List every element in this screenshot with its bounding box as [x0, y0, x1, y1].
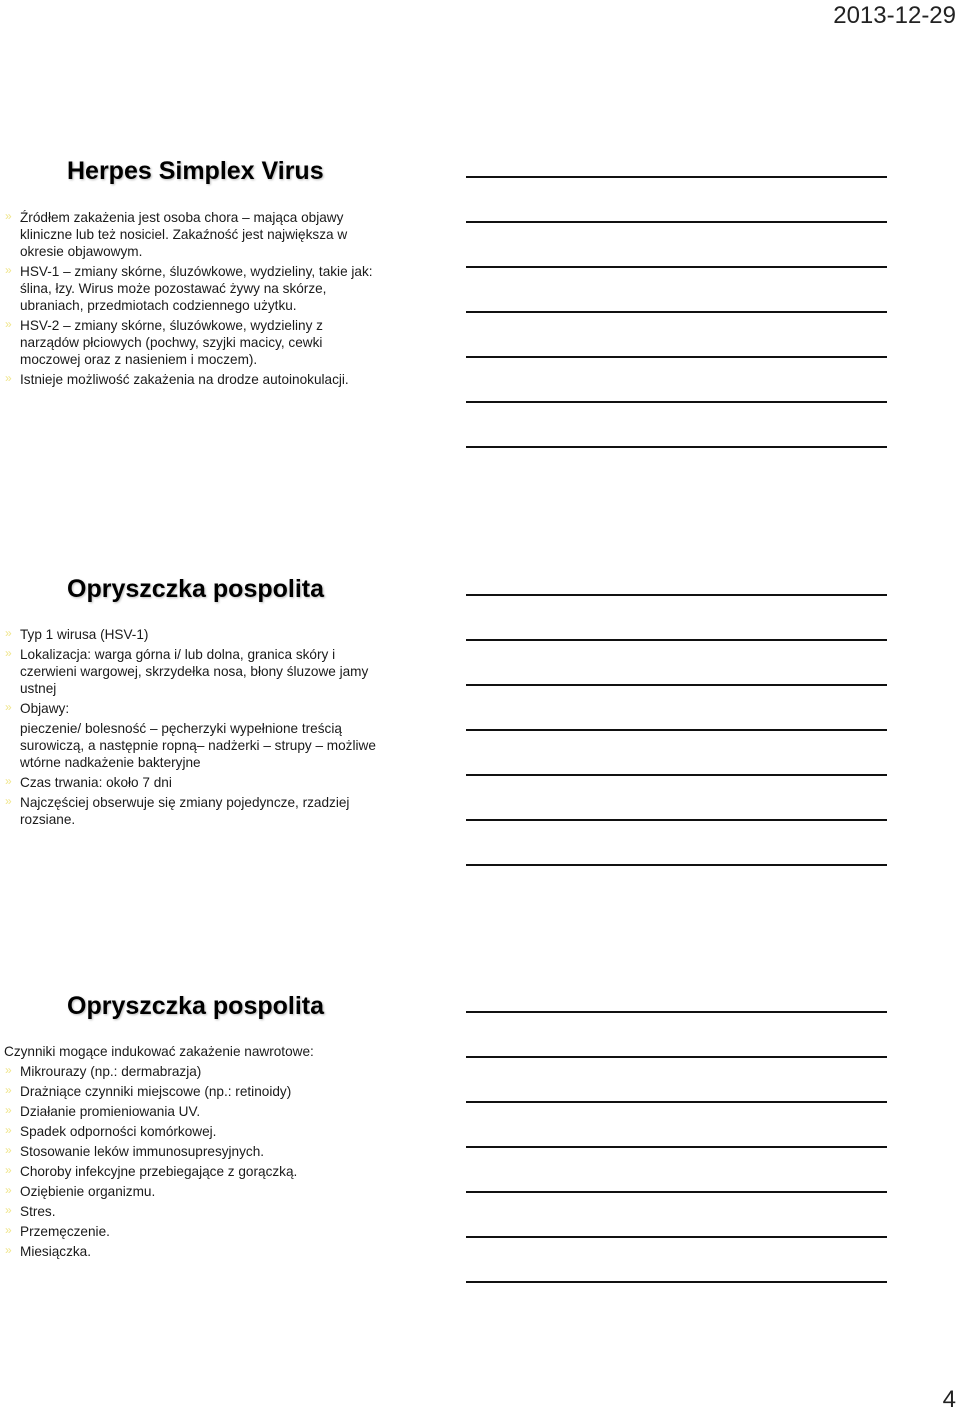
- note-line: [466, 1011, 887, 1013]
- page-number: 4: [942, 1386, 956, 1413]
- bullet-item: » Mikrourazy (np.: dermabrazja): [0, 1063, 380, 1080]
- slide-body: [0, 1043, 380, 1263]
- bullet-item: » HSV-1 – zmiany skórne, śluzówkowe, wydzieliny, takie jak: ślina, łzy. Wirus może pozostawać żywy na skórze, ubraniach, przedmiotach codziennego użytku.: [0, 263, 380, 314]
- bullet-item: » Stosowanie leków immunosupresyjnych.: [0, 1143, 380, 1160]
- note-line: [466, 774, 887, 776]
- bullet-item: » Przemęczenie.: [0, 1223, 380, 1240]
- note-line: [466, 356, 887, 358]
- bullet-item: » Oziębienie organizmu.: [0, 1183, 380, 1200]
- note-line: [466, 639, 887, 641]
- bullet-item: » HSV-2 – zmiany skórne, śluzówkowe, wydzieliny z narządów płciowych (pochwy, szyjki macicy, cewki moczowej oraz z nasieniem i moczem).: [0, 317, 380, 368]
- bullet-item: » Źródłem zakażenia jest osoba chora – mająca objawy kliniczne lub też nosiciel. Zakaźność jest największa w okresie objawowym.: [0, 209, 380, 260]
- bullet-item: » Działanie promieniowania UV.: [0, 1103, 380, 1120]
- note-line: [466, 1281, 887, 1283]
- note-line: [466, 1056, 887, 1058]
- bullet-item: » Najczęściej obserwuje się zmiany pojedyncze, rzadziej rozsiane.: [0, 794, 380, 828]
- note-line: [466, 176, 887, 178]
- note-line: [466, 864, 887, 866]
- note-line: [466, 729, 887, 731]
- bullet-item: » Istnieje możliwość zakażenia na drodze autoinokulacji.: [0, 371, 380, 388]
- note-line: [466, 1101, 887, 1103]
- body-text: pieczenie/ bolesność – pęcherzyki wypełnione treścią surowiczą, a następnie ropną– nadżerki – strupy – możliwe wtórne nadkażenie bakteryjne: [20, 721, 376, 770]
- note-line: [466, 819, 887, 821]
- note-line: [466, 446, 887, 448]
- bullet-item: » Miesiączka.: [0, 1243, 380, 1260]
- note-line: [466, 1236, 887, 1238]
- slide-body: [0, 209, 380, 391]
- slide-title: Opryszczka pospolita: [67, 992, 325, 1020]
- note-line: [466, 1191, 887, 1193]
- bullet-item: » Spadek odporności komórkowej.: [0, 1123, 380, 1140]
- note-line: [466, 1146, 887, 1148]
- bullet-item: » Drażniące czynniki miejscowe (np.: retinoidy): [0, 1083, 380, 1100]
- slide-body: [0, 626, 380, 831]
- note-line: [466, 311, 887, 313]
- bullet-item: » Objawy:: [0, 700, 380, 717]
- bullet-item: » Czas trwania: około 7 dni: [0, 774, 380, 791]
- note-line: [466, 684, 887, 686]
- slide-title: Herpes Simplex Virus: [67, 157, 324, 185]
- note-line: [466, 266, 887, 268]
- note-line: [466, 221, 887, 223]
- bullet-item: » Stres.: [0, 1203, 380, 1220]
- bullet-item: » Choroby infekcyjne przebiegające z gorączką.: [0, 1163, 380, 1180]
- body-text: Czynniki mogące indukować zakażenie nawrotowe:: [4, 1044, 314, 1059]
- note-line: [466, 594, 887, 596]
- slide-title: Opryszczka pospolita: [67, 575, 325, 603]
- print-date: 2013-12-29: [833, 2, 956, 29]
- bullet-item: » Lokalizacja: warga górna i/ lub dolna, granica skóry i czerwieni wargowej, skrzydełka nosa, błony śluzowe jamy ustnej: [0, 646, 380, 697]
- bullet-item: » Typ 1 wirusa (HSV-1): [0, 626, 380, 643]
- note-line: [466, 401, 887, 403]
